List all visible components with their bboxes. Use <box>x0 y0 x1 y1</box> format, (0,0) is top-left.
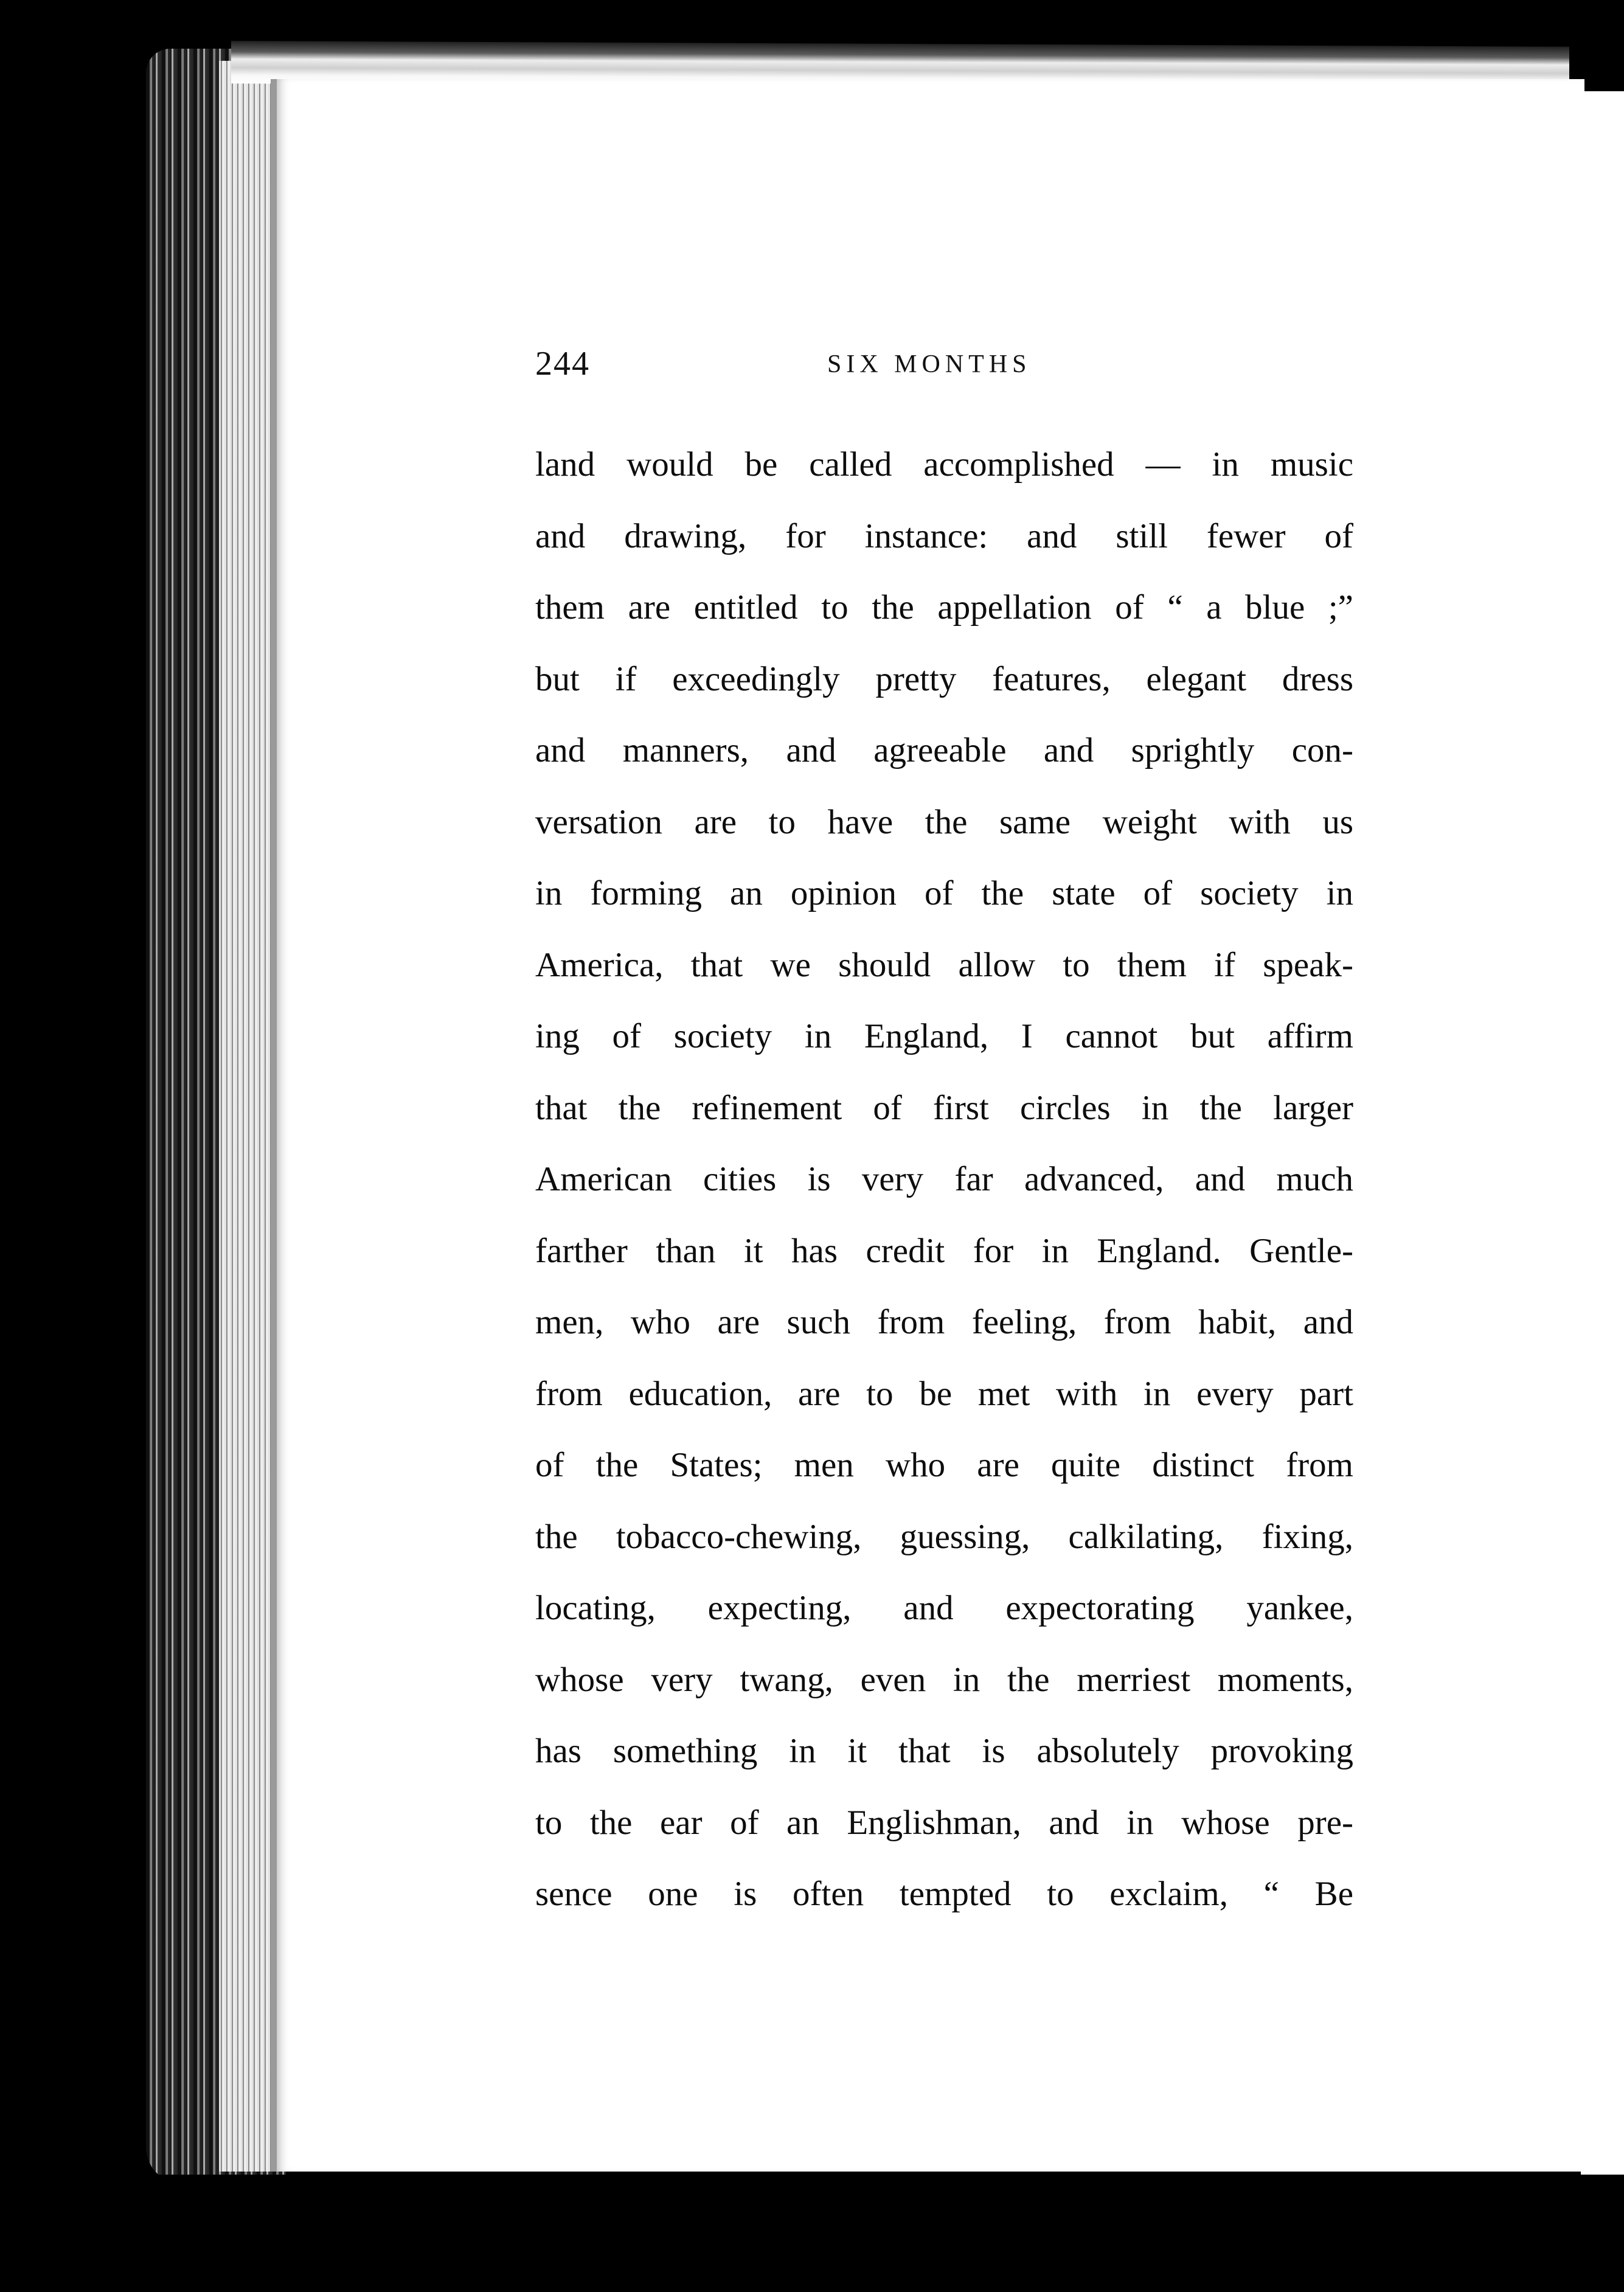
running-head <box>535 346 1350 382</box>
page-number: 244 <box>535 345 590 383</box>
text-line: but if exceedingly pretty features, elegant dress <box>535 659 1353 698</box>
text-line: ing of society in England, I cannot but affirm <box>535 1017 1353 1055</box>
page-body-text <box>535 429 1353 1930</box>
running-title: SIX MONTHS <box>827 350 1032 378</box>
text-line: the tobacco-chewing, guessing, calkilating, fixing, <box>535 1517 1353 1556</box>
text-line: that the refinement of first circles in the larger <box>535 1088 1353 1127</box>
text-line: farther than it has credit for in England. Gentle- <box>535 1231 1353 1270</box>
text-line: and drawing, for instance: and still fewer of <box>535 516 1353 555</box>
text-line: and manners, and agreeable and sprightly con- <box>535 731 1353 769</box>
text-line: America, that we should allow to them if speak- <box>535 945 1353 984</box>
text-line: whose very twang, even in the merriest moments, <box>535 1660 1353 1699</box>
text-line: of the States; men who are quite distinct from <box>535 1446 1353 1484</box>
text-line: men, who are such from feeling, from habit, and <box>535 1303 1353 1341</box>
text-line: locating, expecting, and expectorating yankee, <box>535 1589 1353 1627</box>
book-page-edges <box>146 49 286 2184</box>
bottom-background <box>0 2175 1624 2292</box>
text-line: in forming an opinion of the state of society in <box>535 874 1353 912</box>
text-line: them are entitled to the appellation of “ a blue ;” <box>535 588 1353 627</box>
text-line: land would be called accomplished — in music <box>535 445 1353 484</box>
text-line: has something in it that is absolutely provoking <box>535 1732 1353 1770</box>
text-line: sence one is often tempted to exclaim, “ Be <box>535 1875 1353 1913</box>
text-line: from education, are to be met with in every part <box>535 1374 1353 1413</box>
text-line: American cities is very far advanced, and much <box>535 1160 1353 1198</box>
text-line: to the ear of an Englishman, and in whose pre- <box>535 1803 1353 1842</box>
text-line: versation are to have the same weight with us <box>535 802 1353 841</box>
